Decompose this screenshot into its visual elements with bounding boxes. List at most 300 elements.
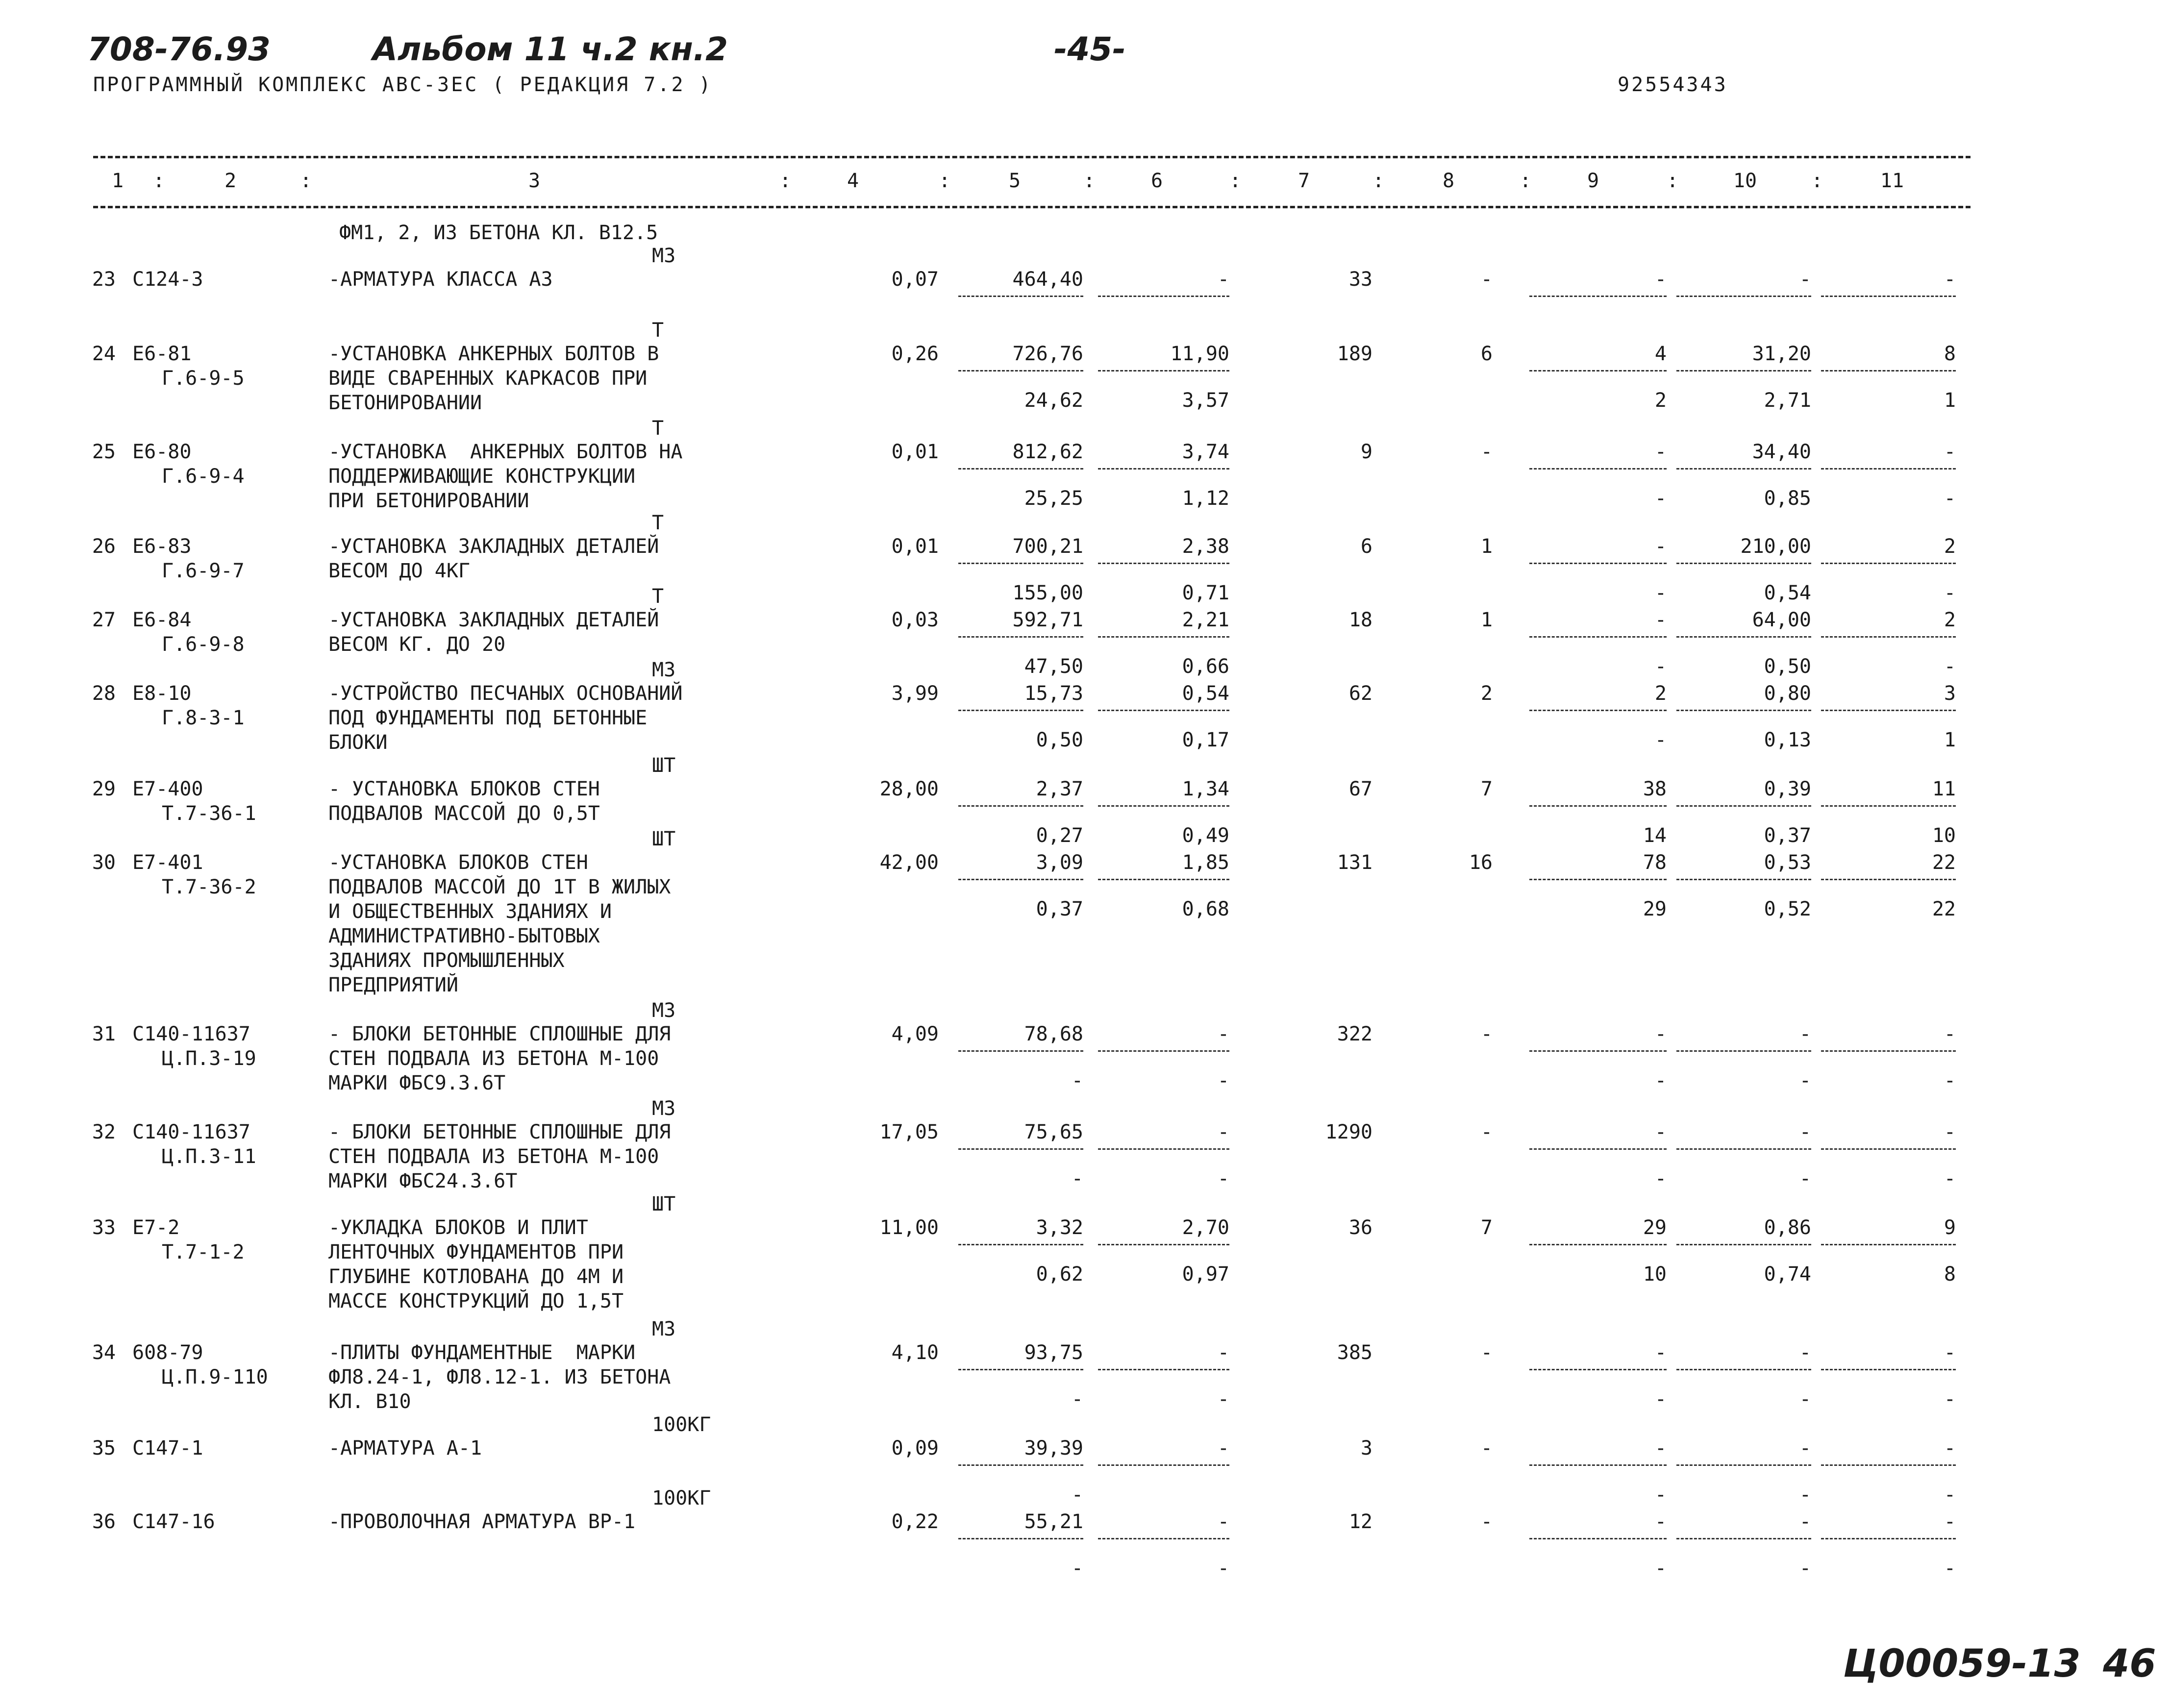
normative-code: С147-1 xyxy=(132,1437,203,1460)
c9-upper: 38 xyxy=(1643,778,1667,800)
fraction-rule xyxy=(1529,1244,1667,1245)
fraction-rule xyxy=(1821,1148,1956,1150)
quantity: 17,05 xyxy=(879,1121,939,1143)
col-separator: : xyxy=(1667,170,1679,192)
row-number: 30 xyxy=(92,851,116,874)
normative-code: Ц.П.9-110 xyxy=(162,1366,268,1388)
col-separator: : xyxy=(1372,170,1385,192)
c11-lower: - xyxy=(1944,487,1956,510)
c6-lower: 0,71 xyxy=(1182,582,1229,604)
c10-lower: - xyxy=(1799,1167,1811,1190)
fraction-rule xyxy=(1098,636,1229,638)
c10-upper: 0,53 xyxy=(1764,851,1811,874)
unit-label: М3 xyxy=(652,1318,676,1340)
fraction-rule xyxy=(1676,636,1811,638)
c5-lower: - xyxy=(1071,1167,1083,1190)
work-description: ВЕСОМ ДО 4КГ xyxy=(328,560,470,582)
fraction-rule xyxy=(1821,1538,1956,1539)
c6-lower: 0,17 xyxy=(1182,729,1229,751)
c9-lower: - xyxy=(1654,1167,1667,1190)
fraction-rule xyxy=(1821,1369,1956,1370)
c11-lower: 1 xyxy=(1944,389,1956,412)
c10-upper: 0,86 xyxy=(1764,1216,1811,1239)
fraction-rule xyxy=(1821,1464,1956,1466)
work-description: -УСТАНОВКА БЛОКОВ СТЕН xyxy=(328,851,588,874)
c6-upper: 1,34 xyxy=(1182,778,1229,800)
c11-lower: - xyxy=(1944,1484,1956,1506)
row-number: 25 xyxy=(92,441,116,463)
fraction-rule xyxy=(1676,468,1811,470)
work-description: -АРМАТУРА А-1 xyxy=(328,1437,482,1460)
c5-upper: 39,39 xyxy=(1024,1437,1083,1460)
c5-upper: 700,21 xyxy=(1012,535,1083,558)
fraction-rule xyxy=(1529,1050,1667,1052)
c5-upper: 592,71 xyxy=(1012,609,1083,631)
c11-upper: - xyxy=(1944,1121,1956,1143)
fraction-rule xyxy=(1529,1538,1667,1539)
col-separator: : xyxy=(1520,170,1532,192)
quantity: 3,99 xyxy=(891,682,939,705)
fraction-rule xyxy=(1529,879,1667,880)
fraction-rule xyxy=(1821,1244,1956,1245)
c11-upper: 2 xyxy=(1944,535,1956,558)
col-7-value: 12 xyxy=(1348,1510,1372,1533)
c10-lower: 0,52 xyxy=(1764,898,1811,920)
quantity: 0,07 xyxy=(891,268,939,291)
fraction-rule xyxy=(1529,1369,1667,1370)
c10-lower: 0,37 xyxy=(1764,824,1811,847)
fraction-rule xyxy=(1529,563,1667,564)
c9-lower: - xyxy=(1654,582,1667,604)
c10-upper: 34,40 xyxy=(1752,441,1811,463)
c6-lower: 1,12 xyxy=(1182,487,1229,510)
c6-upper: 2,21 xyxy=(1182,609,1229,631)
work-description: ПРЕДПРИЯТИЙ xyxy=(328,974,458,996)
c11-lower: 8 xyxy=(1944,1263,1956,1286)
c6-lower: - xyxy=(1217,1557,1229,1580)
col-7-value: 1290 xyxy=(1325,1121,1372,1143)
row-number: 33 xyxy=(92,1216,116,1239)
col-8-value: - xyxy=(1480,1023,1493,1045)
col-separator: : xyxy=(1083,170,1096,192)
fraction-rule xyxy=(958,370,1083,371)
col-8-value: - xyxy=(1480,1437,1493,1460)
c10-upper: 64,00 xyxy=(1752,609,1811,631)
fraction-rule xyxy=(1821,1050,1956,1052)
unit-label: 100КГ xyxy=(652,1487,711,1510)
c11-upper: 8 xyxy=(1944,343,1956,365)
c11-upper: - xyxy=(1944,1023,1956,1045)
col-7-value: 36 xyxy=(1348,1216,1372,1239)
c5-lower: - xyxy=(1071,1557,1083,1580)
unit-label: Т xyxy=(652,417,664,440)
col-separator: : xyxy=(1229,170,1242,192)
c6-upper: 1,85 xyxy=(1182,851,1229,874)
quantity: 11,00 xyxy=(879,1216,939,1239)
c5-lower: 0,27 xyxy=(1036,824,1083,847)
fraction-rule xyxy=(958,1050,1083,1052)
unit-label: ШТ xyxy=(652,754,676,777)
c6-upper: 3,74 xyxy=(1182,441,1229,463)
fraction-rule xyxy=(958,710,1083,711)
work-description: -ПРОВОЛОЧНАЯ АРМАТУРА ВР-1 xyxy=(328,1510,636,1533)
unit-label: М3 xyxy=(652,1097,676,1120)
fraction-rule xyxy=(1821,710,1956,711)
col-10: 10 xyxy=(1733,170,1757,192)
c11-upper: - xyxy=(1944,441,1956,463)
c6-upper: - xyxy=(1217,1341,1229,1364)
c5-lower: 0,50 xyxy=(1036,729,1083,751)
row-number: 36 xyxy=(92,1510,116,1533)
col-7-value: 3 xyxy=(1360,1437,1372,1460)
col-8-value: - xyxy=(1480,441,1493,463)
unit-label: М3 xyxy=(652,245,676,267)
fraction-rule xyxy=(1821,468,1956,470)
work-description: ПОДВАЛОВ МАССОЙ ДО 0,5Т xyxy=(328,802,600,825)
c9-upper: - xyxy=(1654,268,1667,291)
col-8-value: 2 xyxy=(1480,682,1493,705)
work-description: -УСТРОЙСТВО ПЕСЧАНЫХ ОСНОВАНИЙ xyxy=(328,682,683,705)
work-description: ФЛ8.24-1, ФЛ8.12-1. ИЗ БЕТОНА xyxy=(328,1366,671,1388)
work-description: БЛОКИ xyxy=(328,731,388,754)
c10-lower: 0,13 xyxy=(1764,729,1811,751)
c9-upper: 78 xyxy=(1643,851,1667,874)
work-description: -УСТАНОВКА АНКЕРНЫХ БОЛТОВ НА xyxy=(328,441,683,463)
c11-upper: - xyxy=(1944,1510,1956,1533)
work-description: -УСТАНОВКА ЗАКЛАДНЫХ ДЕТАЛЕЙ xyxy=(328,609,659,631)
col-separator: : xyxy=(1811,170,1823,192)
c5-upper: 93,75 xyxy=(1024,1341,1083,1364)
c10-lower: 2,71 xyxy=(1764,389,1811,412)
c9-upper: - xyxy=(1654,535,1667,558)
col-7-value: 322 xyxy=(1337,1023,1372,1045)
fraction-rule xyxy=(1098,370,1229,371)
fraction-rule xyxy=(1676,1244,1811,1245)
c11-upper: 22 xyxy=(1932,851,1956,874)
row-number: 32 xyxy=(92,1121,116,1143)
fraction-rule xyxy=(1821,563,1956,564)
col-separator: : xyxy=(153,170,165,192)
c5-lower: - xyxy=(1071,1484,1083,1506)
normative-code: Т.7-36-1 xyxy=(162,802,256,825)
c11-upper: - xyxy=(1944,1341,1956,1364)
col-separator: : xyxy=(300,170,312,192)
fraction-rule xyxy=(1821,805,1956,807)
c10-upper: - xyxy=(1799,1121,1811,1143)
c9-upper: - xyxy=(1654,441,1667,463)
c11-upper: 3 xyxy=(1944,682,1956,705)
fraction-rule xyxy=(1529,296,1667,297)
normative-code: Г.6-9-4 xyxy=(162,465,245,488)
c9-upper: - xyxy=(1654,1341,1667,1364)
c11-lower: 22 xyxy=(1932,898,1956,920)
c10-upper: 0,80 xyxy=(1764,682,1811,705)
row-number: 28 xyxy=(92,682,116,705)
c9-lower: - xyxy=(1654,1557,1667,1580)
work-description: БЕТОНИРОВАНИИ xyxy=(328,392,482,414)
c11-lower: - xyxy=(1944,1388,1956,1411)
c5-upper: 75,65 xyxy=(1024,1121,1083,1143)
col-8-value: 16 xyxy=(1469,851,1493,874)
col-7-value: 62 xyxy=(1348,682,1372,705)
c6-lower: 3,57 xyxy=(1182,389,1229,412)
fraction-rule xyxy=(1529,370,1667,371)
c6-lower: 0,68 xyxy=(1182,898,1229,920)
row-number: 23 xyxy=(92,268,116,291)
fraction-rule xyxy=(958,1538,1083,1539)
fraction-rule xyxy=(958,296,1083,297)
c9-lower: - xyxy=(1654,1388,1667,1411)
normative-code: 608-79 xyxy=(132,1341,203,1364)
work-description: -УСТАНОВКА АНКЕРНЫХ БОЛТОВ В xyxy=(328,343,659,365)
unit-label: Т xyxy=(652,512,664,534)
quantity: 0,26 xyxy=(891,343,939,365)
work-description: ЛЕНТОЧНЫХ ФУНДАМЕНТОВ ПРИ xyxy=(328,1241,624,1263)
c11-lower: - xyxy=(1944,1557,1956,1580)
c9-upper: - xyxy=(1654,1437,1667,1460)
normative-code: Е7-2 xyxy=(132,1216,180,1239)
c11-lower: 1 xyxy=(1944,729,1956,751)
normative-code: С140-11637 xyxy=(132,1023,250,1045)
fraction-rule xyxy=(958,468,1083,470)
c11-upper: - xyxy=(1944,1437,1956,1460)
quantity: 42,00 xyxy=(879,851,939,874)
c6-lower: - xyxy=(1217,1069,1229,1092)
c9-lower: - xyxy=(1654,1484,1667,1506)
fraction-rule xyxy=(1529,805,1667,807)
work-description: МАССЕ КОНСТРУКЦИЙ ДО 1,5Т xyxy=(328,1290,624,1312)
fraction-rule xyxy=(958,563,1083,564)
normative-code: Е8-10 xyxy=(132,682,192,705)
c10-lower: - xyxy=(1799,1069,1811,1092)
row-number: 29 xyxy=(92,778,116,800)
col-8-value: - xyxy=(1480,1510,1493,1533)
fraction-rule xyxy=(1821,370,1956,371)
c11-lower: - xyxy=(1944,1069,1956,1092)
c5-lower: - xyxy=(1071,1388,1083,1411)
c9-lower: 10 xyxy=(1643,1263,1667,1286)
row-number: 35 xyxy=(92,1437,116,1460)
col-8-value: 7 xyxy=(1480,778,1493,800)
fraction-rule xyxy=(1529,468,1667,470)
col-6: 6 xyxy=(1150,170,1163,192)
col-2: 2 xyxy=(224,170,237,192)
row-number: 34 xyxy=(92,1341,116,1364)
work-description: МАРКИ ФБС24.3.6Т xyxy=(328,1170,518,1192)
fraction-rule xyxy=(1821,636,1956,638)
fraction-rule xyxy=(1676,710,1811,711)
c9-upper: - xyxy=(1654,1510,1667,1533)
fraction-rule xyxy=(1098,1244,1229,1245)
col-9: 9 xyxy=(1587,170,1599,192)
c10-lower: 0,54 xyxy=(1764,582,1811,604)
c9-upper: - xyxy=(1654,1023,1667,1045)
c6-upper: - xyxy=(1217,1121,1229,1143)
fraction-rule xyxy=(958,1148,1083,1150)
col-5: 5 xyxy=(1008,170,1021,192)
col-7-value: 67 xyxy=(1348,778,1372,800)
fraction-rule xyxy=(1098,1369,1229,1370)
col-7-value: 18 xyxy=(1348,609,1372,631)
col-8-value: 1 xyxy=(1480,609,1493,631)
fraction-rule xyxy=(1821,879,1956,880)
header-rule-top xyxy=(93,156,1971,158)
c5-lower: 24,62 xyxy=(1024,389,1083,412)
work-description: МАРКИ ФБС9.3.6Т xyxy=(328,1072,506,1094)
unit-label: Т xyxy=(652,585,664,608)
fraction-rule xyxy=(1529,710,1667,711)
work-description: - БЛОКИ БЕТОННЫЕ СПЛОШНЫЕ ДЛЯ xyxy=(328,1023,671,1045)
doc-number: 92554343 xyxy=(1618,74,1728,96)
c5-upper: 464,40 xyxy=(1012,268,1083,291)
c9-lower: - xyxy=(1654,729,1667,751)
fraction-rule xyxy=(1676,1050,1811,1052)
work-description: - БЛОКИ БЕТОННЫЕ СПЛОШНЫЕ ДЛЯ xyxy=(328,1121,671,1143)
fraction-rule xyxy=(1098,710,1229,711)
fraction-rule xyxy=(1098,468,1229,470)
fraction-rule xyxy=(1529,1148,1667,1150)
c6-lower: 0,97 xyxy=(1182,1263,1229,1286)
col-7-value: 189 xyxy=(1337,343,1372,365)
normative-code: Г.6-9-5 xyxy=(162,367,245,390)
normative-code: Е7-400 xyxy=(132,778,203,800)
fraction-rule xyxy=(958,1244,1083,1245)
c10-upper: - xyxy=(1799,1341,1811,1364)
fraction-rule xyxy=(958,1464,1083,1466)
program-line: ПРОГРАММНЫЙ КОМПЛЕКС АВС-3ЕС ( РЕДАКЦИЯ 7.2 ) xyxy=(93,74,713,96)
work-description: СТЕН ПОДВАЛА ИЗ БЕТОНА М-100 xyxy=(328,1145,659,1168)
c11-lower: - xyxy=(1944,655,1956,678)
c11-lower: - xyxy=(1944,582,1956,604)
fraction-rule xyxy=(958,879,1083,880)
c6-upper: - xyxy=(1217,1437,1229,1460)
col-8-value: 7 xyxy=(1480,1216,1493,1239)
normative-code: Е6-83 xyxy=(132,535,192,558)
c11-upper: 9 xyxy=(1944,1216,1956,1239)
col-8-value: - xyxy=(1480,268,1493,291)
normative-code: Г.6-9-8 xyxy=(162,633,245,656)
c5-upper: 2,37 xyxy=(1036,778,1083,800)
c9-lower: - xyxy=(1654,1069,1667,1092)
c10-lower: 0,74 xyxy=(1764,1263,1811,1286)
c10-lower: - xyxy=(1799,1557,1811,1580)
c9-lower: 14 xyxy=(1643,824,1667,847)
c10-lower: - xyxy=(1799,1388,1811,1411)
c11-upper: 2 xyxy=(1944,609,1956,631)
c6-lower: - xyxy=(1217,1167,1229,1190)
quantity: 0,01 xyxy=(891,535,939,558)
c5-lower: 0,62 xyxy=(1036,1263,1083,1286)
c11-lower: - xyxy=(1944,1167,1956,1190)
c6-lower: 0,49 xyxy=(1182,824,1229,847)
work-description: СТЕН ПОДВАЛА ИЗ БЕТОНА М-100 xyxy=(328,1047,659,1070)
c9-lower: - xyxy=(1654,487,1667,510)
fraction-rule xyxy=(1676,1148,1811,1150)
fraction-rule xyxy=(958,1369,1083,1370)
normative-code: Г.8-3-1 xyxy=(162,707,245,729)
quantity: 4,10 xyxy=(891,1341,939,1364)
work-description: -АРМАТУРА КЛАССА А3 xyxy=(328,268,553,291)
quantity: 0,03 xyxy=(891,609,939,631)
c10-lower: - xyxy=(1799,1484,1811,1506)
c6-upper: 11,90 xyxy=(1170,343,1229,365)
normative-code: Ц.П.3-11 xyxy=(162,1145,256,1168)
normative-code: Ц.П.3-19 xyxy=(162,1047,256,1070)
work-description: И ОБЩЕСТВЕННЫХ ЗДАНИЯХ И xyxy=(328,900,612,923)
col-7-value: 131 xyxy=(1337,851,1372,874)
col-7-value: 6 xyxy=(1360,535,1372,558)
c5-upper: 726,76 xyxy=(1012,343,1083,365)
col-8-value: - xyxy=(1480,1341,1493,1364)
c6-upper: - xyxy=(1217,1023,1229,1045)
fraction-rule xyxy=(958,805,1083,807)
c5-lower: 155,00 xyxy=(1012,582,1083,604)
page-number: -45- xyxy=(1054,30,1126,68)
c10-upper: - xyxy=(1799,1023,1811,1045)
fraction-rule xyxy=(1676,563,1811,564)
row-number: 24 xyxy=(92,343,116,365)
c6-lower: 0,66 xyxy=(1182,655,1229,678)
fraction-rule xyxy=(1098,805,1229,807)
col-8-value: 6 xyxy=(1480,343,1493,365)
work-description: ПОДДЕРЖИВАЮЩИЕ КОНСТРУКЦИИ xyxy=(328,465,636,488)
fraction-rule xyxy=(1676,805,1811,807)
c5-lower: - xyxy=(1071,1069,1083,1092)
c9-lower: - xyxy=(1654,655,1667,678)
fraction-rule xyxy=(1098,563,1229,564)
unit-label: ШТ xyxy=(652,828,676,850)
fraction-rule xyxy=(1098,1538,1229,1539)
normative-code: Е6-81 xyxy=(132,343,192,365)
c6-upper: - xyxy=(1217,1510,1229,1533)
c11-upper: 11 xyxy=(1932,778,1956,800)
fraction-rule xyxy=(1676,296,1811,297)
c10-upper: 210,00 xyxy=(1740,535,1811,558)
normative-code: Е7-401 xyxy=(132,851,203,874)
sheet-number: 46 xyxy=(2103,1642,2156,1686)
fraction-rule xyxy=(1821,296,1956,297)
fraction-rule xyxy=(1098,296,1229,297)
doc-code: 708-76.93 xyxy=(87,30,271,68)
col-8-value: 1 xyxy=(1480,535,1493,558)
col-1: 1 xyxy=(111,170,124,192)
fraction-rule xyxy=(1529,1464,1667,1466)
row-number: 26 xyxy=(92,535,116,558)
normative-code: Е6-80 xyxy=(132,441,192,463)
work-description: КЛ. В10 xyxy=(328,1390,411,1413)
c5-upper: 3,09 xyxy=(1036,851,1083,874)
normative-code: С147-16 xyxy=(132,1510,215,1533)
col-separator: : xyxy=(779,170,792,192)
fraction-rule xyxy=(1098,1464,1229,1466)
c9-lower: 2 xyxy=(1654,389,1667,412)
quantity: 4,09 xyxy=(891,1023,939,1045)
col-7-value: 385 xyxy=(1337,1341,1372,1364)
fraction-rule xyxy=(1529,636,1667,638)
normative-code: С140-11637 xyxy=(132,1121,250,1143)
work-description: ВЕСОМ КГ. ДО 20 xyxy=(328,633,506,656)
fraction-rule xyxy=(1098,1148,1229,1150)
normative-code: С124-3 xyxy=(132,268,203,291)
c9-lower: 29 xyxy=(1643,898,1667,920)
c10-upper: - xyxy=(1799,268,1811,291)
col-3: 3 xyxy=(528,170,541,192)
album-title: Альбом 11 ч.2 кн.2 xyxy=(373,30,728,68)
c6-upper: - xyxy=(1217,268,1229,291)
work-description: ПОД ФУНДАМЕНТЫ ПОД БЕТОННЫЕ xyxy=(328,707,648,729)
c6-upper: 2,38 xyxy=(1182,535,1229,558)
normative-code: Г.6-9-7 xyxy=(162,560,245,582)
